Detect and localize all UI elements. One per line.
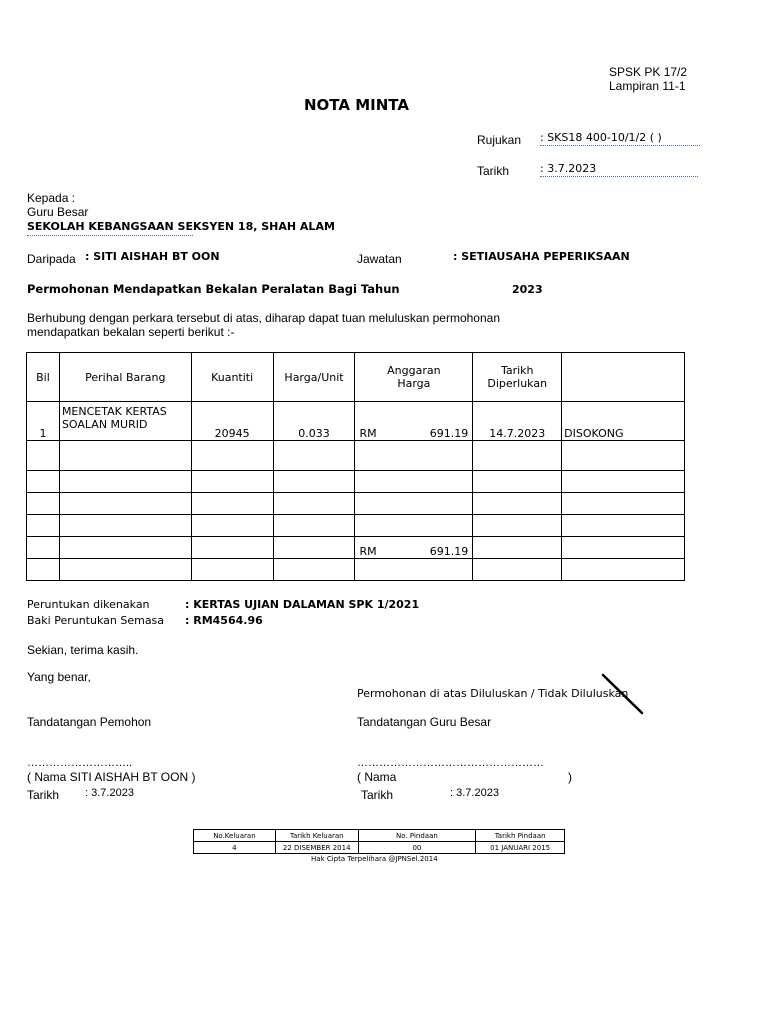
- form-code: SPSK PK 17/2: [609, 65, 688, 79]
- header-date-needed: Tarikh Diperlukan: [473, 353, 562, 402]
- revision-value: 22 DISEMBER 2014: [275, 842, 358, 854]
- subject-year: 2023: [512, 283, 543, 296]
- revision-value: 4: [194, 842, 276, 854]
- allocation-charged-value: : KERTAS UJIAN DALAMAN SPK 1/2021: [185, 598, 420, 611]
- body-line-1: Berhubung dengan perkara tersebut di atas, diharap dapat tuan meluluskan permohonan: [27, 311, 500, 325]
- head-signature-label: Tandatangan Guru Besar: [357, 715, 492, 729]
- head-date-value: : 3.7.2023: [450, 787, 499, 799]
- head-name-open: ( Nama: [357, 770, 397, 784]
- date-label: Tarikh: [477, 164, 510, 178]
- approval-status: Permohonan di atas Diluluskan / Tidak Diluluskan: [357, 687, 629, 700]
- header-item: Perihal Barang: [59, 353, 191, 402]
- allocation-balance-value: : RM4564.96: [185, 614, 263, 627]
- applicant-date-value: : 3.7.2023: [85, 787, 134, 799]
- items-table: [26, 352, 685, 581]
- applicant-date-label: Tarikh: [27, 788, 60, 802]
- strike-mark: [600, 672, 646, 716]
- to-title: Guru Besar: [27, 205, 89, 219]
- closing-thanks: Sekian, terima kasih.: [27, 643, 139, 657]
- cell-amount: RM 691.19: [355, 402, 473, 441]
- table-total-row: [27, 537, 685, 559]
- revision-header: No.Keluaran: [194, 830, 276, 842]
- cell-qty: 20945: [191, 402, 273, 441]
- table-row: [27, 471, 685, 493]
- from-label: Daripada: [27, 252, 76, 266]
- cell-price: 0.033: [273, 402, 355, 441]
- table-row: [27, 441, 685, 471]
- allocation-balance-label: Baki Peruntukan Semasa: [27, 614, 165, 627]
- to-label: Kepada :: [27, 191, 76, 205]
- reference-value: : SKS18 400-10/1/2 ( ): [540, 131, 700, 146]
- total-amount: RM 691.19: [355, 537, 473, 559]
- table-row: [27, 402, 685, 441]
- head-name-close: ): [568, 770, 572, 784]
- subject-text: Permohonan Mendapatkan Bekalan Peralatan Bagi Tahun: [27, 282, 400, 296]
- position-label: Jawatan: [357, 252, 402, 266]
- cell-date: 14.7.2023: [473, 402, 562, 441]
- header-qty: Kuantiti: [191, 353, 273, 402]
- allocation-charged-label: Peruntukan dikenakan: [27, 598, 150, 611]
- header-price: Harga/Unit: [273, 353, 355, 402]
- date-value: : 3.7.2023: [540, 162, 698, 177]
- table-row: [27, 515, 685, 537]
- applicant-name: ( Nama SITI AISHAH BT OON ): [27, 770, 196, 784]
- table-header-row: [27, 353, 685, 402]
- closing-regards: Yang benar,: [27, 670, 91, 684]
- table-row: [27, 559, 685, 581]
- table-row: [27, 493, 685, 515]
- revision-value-row: [194, 842, 565, 854]
- revision-value: 01 JANUARI 2015: [476, 842, 565, 854]
- revision-header: No. Pindaan: [358, 830, 476, 842]
- signature-line-right: ……………………………………………: [357, 757, 544, 769]
- revision-header: Tarikh Keluaran: [275, 830, 358, 842]
- copyright: Hak Cipta Terpelihara @JPNSel.2014: [311, 855, 438, 863]
- revision-value: 00: [358, 842, 476, 854]
- header-remark: [562, 353, 685, 402]
- revision-header-row: [194, 830, 565, 842]
- position-value: : SETIAUSAHA PEPERIKSAAN: [453, 250, 630, 263]
- cell-no: 1: [27, 402, 60, 441]
- applicant-signature-label: Tandatangan Pemohon: [27, 715, 152, 729]
- revision-header: Tarikh Pindaan: [476, 830, 565, 842]
- revision-table: [193, 829, 565, 854]
- header-budget: Anggaran Harga: [355, 353, 473, 402]
- head-date-label: Tarikh: [361, 788, 394, 802]
- cell-remark: DISOKONG: [562, 402, 685, 441]
- body-line-2: mendapatkan bekalan seperti berikut :-: [27, 325, 235, 339]
- header-no: Bil: [27, 353, 60, 402]
- page-title: NOTA MINTA: [304, 96, 409, 114]
- to-school: SEKOLAH KEBANGSAAN SEKSYEN 18, SHAH ALAM: [27, 220, 193, 236]
- from-value: : SITI AISHAH BT OON: [85, 250, 220, 263]
- signature-line-left: ………………………..: [27, 757, 133, 769]
- cell-item: MENCETAK KERTAS SOALAN MURID: [59, 402, 191, 441]
- attachment-label: Lampiran 11-1: [609, 79, 686, 93]
- reference-label: Rujukan: [477, 133, 522, 147]
